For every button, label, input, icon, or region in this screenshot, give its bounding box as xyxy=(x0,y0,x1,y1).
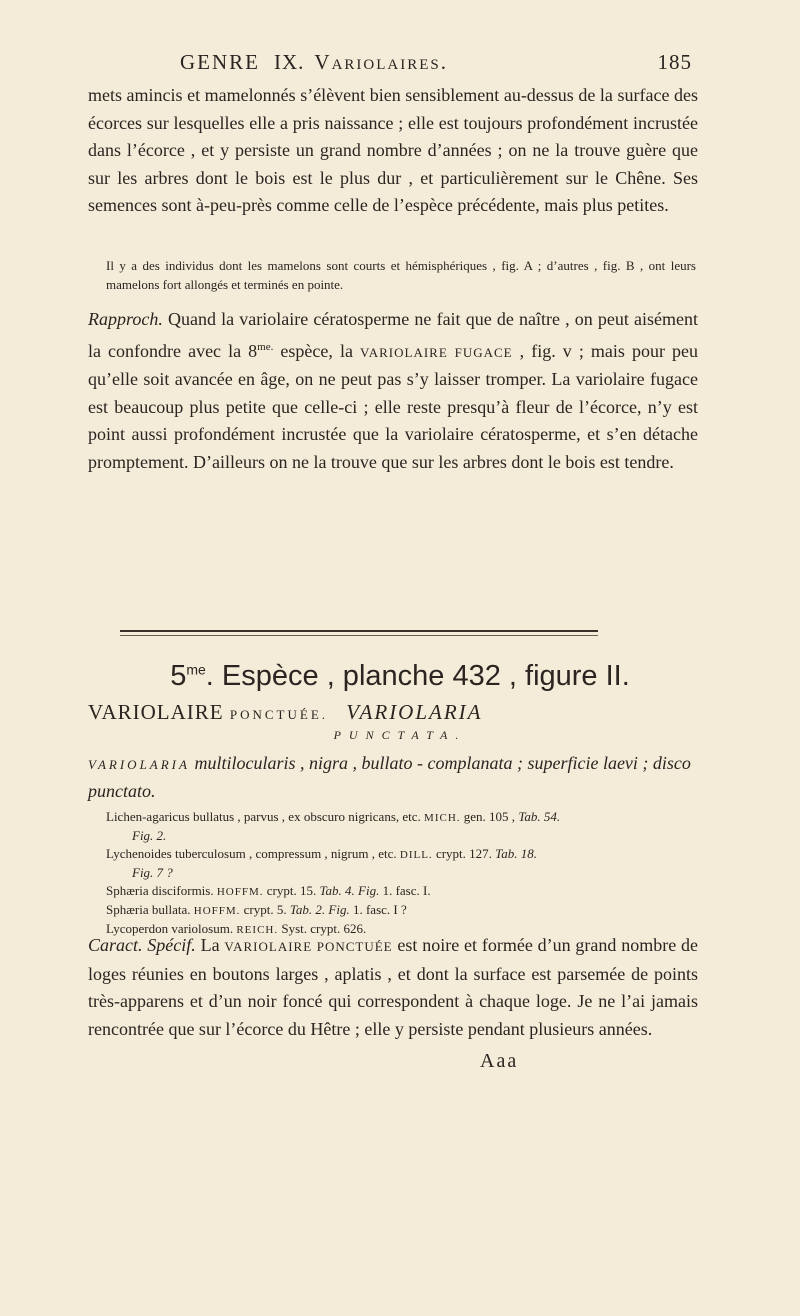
synonym-ref: crypt. 127. xyxy=(432,846,496,861)
caract-species: VARIOLAIRE PONCTUÉE xyxy=(224,939,393,954)
synonym-plate: Tab. 2. Fig. xyxy=(289,902,350,917)
genus-number: IX. xyxy=(274,50,305,74)
synonym-ref: crypt. 5. xyxy=(240,902,290,917)
latin-diagnosis xyxy=(88,750,700,804)
paragraph-continued: mets amincis et mamelonnés s’élèvent bien sensiblement au-dessus de la surface des écorces sur lesquelles elle a pris naissance ; elle est toujours profondément incrustée dans l’écorce , et y persiste un grand nombre d’années ; on ne la trouve guère que sur les arbres dont le bois est le plus dur , et particulièrement sur le Chêne. Ses semences sont à-peu-près comme celle de l’espèce précédente, mais plus petites. xyxy=(88,85,698,215)
species-number: 5 xyxy=(170,660,187,692)
rapprochement-text-1: Quand la variolaire cératosperme ne fait que de naître , on peut aisément la confondre avec la 8 xyxy=(88,309,698,361)
french-genus: VARIOLAIRE xyxy=(88,700,224,724)
synonym-hoffmann-2 xyxy=(106,901,700,920)
synonym-plate: Tab. 54. xyxy=(518,809,561,824)
synonym-text: Sphæria disciformis. xyxy=(106,883,217,898)
paragraph-rapprochement xyxy=(88,306,698,476)
page-number: 185 xyxy=(657,50,692,74)
rapprochement-text-2: espèce, la xyxy=(273,340,361,361)
synonym-plate: Tab. 18. xyxy=(495,846,537,861)
family-name: Variolaires. xyxy=(314,50,449,74)
signature-mark: Aaa xyxy=(480,1050,519,1072)
synonym-text: Sphæria bullata. xyxy=(106,902,194,917)
section-rule-thick xyxy=(120,630,598,632)
rapprochement-label: Rapproch. xyxy=(88,309,163,329)
species-heading xyxy=(0,660,800,693)
diagnosis-genus: VARIOLARIA xyxy=(88,757,190,772)
synonym-ref: crypt. 15. xyxy=(263,883,320,898)
latin-epithet: PUNCTATA. xyxy=(333,728,467,742)
synonym-hoffmann-1 xyxy=(106,882,700,901)
synonym-author: MICH. xyxy=(424,812,461,824)
caract-text-2: est noire et formée d’un grand nombre de loges réunies en boutons larges , aplatis , et dont la surface est parsemée de points très-apparens et d’un noir foncé qui correspondent à chaque loge. Je ne l’ai jamais rencontrée que sur l’écorce du Hêtre ; elle y persiste pendant plusieurs années. xyxy=(88,935,699,1039)
synonym-fasc: 1. fasc. I ? xyxy=(349,902,407,917)
synonym-author: HOFFM. xyxy=(193,905,241,917)
genus-label: GENRE xyxy=(180,50,260,74)
rapprochement-sup: me. xyxy=(257,340,274,353)
paragraph-caracteres xyxy=(88,932,698,1043)
synonym-text: Lycoperdon variolosum. xyxy=(106,921,237,936)
species-title: . Espèce , planche 432 , figure II. xyxy=(205,660,630,692)
synonym-author: HOFFM. xyxy=(216,886,264,898)
synonym-text: Lychenoides tuberculosum , compressum , nigrum , etc. xyxy=(106,846,400,861)
latin-genus: VARIOLARIA xyxy=(346,700,483,724)
synonym-dillenius xyxy=(106,845,700,864)
section-rule-thin xyxy=(120,635,598,636)
synonym-plate: Tab. 4. Fig. xyxy=(319,883,380,898)
note-individuals: Il y a des individus dont les mamelons sont courts et hémisphériques , fig. A ; d’autres , fig. B , ont leurs mamelons fort allongés et terminés en pointe. xyxy=(106,258,696,292)
synonym-text: Lichen-agaricus bullatus , parvus , ex obscuro nigricans, etc. xyxy=(106,809,425,824)
synonym-micheli-fig: Fig. 2. xyxy=(132,828,167,843)
caract-text-1: La xyxy=(195,935,225,955)
synonymy-list xyxy=(106,808,700,939)
diagnosis-text: multilocularis , nigra , bullato - complanata ; superficie laevi ; disco punctato. xyxy=(88,753,691,801)
synonym-author: REICH. xyxy=(236,924,279,936)
rapprochement-species-ref: VARIOLAIRE FUGACE xyxy=(360,344,513,360)
synonym-fasc: 1. fasc. I. xyxy=(379,883,431,898)
caract-label: Caract. Spécif. xyxy=(88,935,196,955)
rapprochement-text-3: , fig. v ; mais pour peu qu’elle soit avancée en âge, on ne peut pas s’y laisser tromper. La variolaire fugace est beaucoup plus petite que celle-ci ; elle reste presqu’à fleur de l’écorce, n’y est point aussi profondément incrustée que la variolaire cératosperme, et s’en détache promptement. D’ailleurs on ne la trouve que sur les arbres dont le bois est tendre. xyxy=(88,340,698,472)
species-number-sup: me xyxy=(186,661,206,678)
synonym-micheli xyxy=(106,808,700,827)
species-name-line xyxy=(88,700,708,725)
synonym-author: DILL. xyxy=(399,849,433,861)
running-head xyxy=(180,50,692,75)
synonym-dillenius-fig: Fig. 7 ? xyxy=(132,865,173,880)
synonym-ref: Syst. crypt. 626. xyxy=(278,921,367,936)
synonym-ref: gen. 105 , xyxy=(460,809,519,824)
french-epithet: PONCTUÉE. xyxy=(229,707,329,722)
